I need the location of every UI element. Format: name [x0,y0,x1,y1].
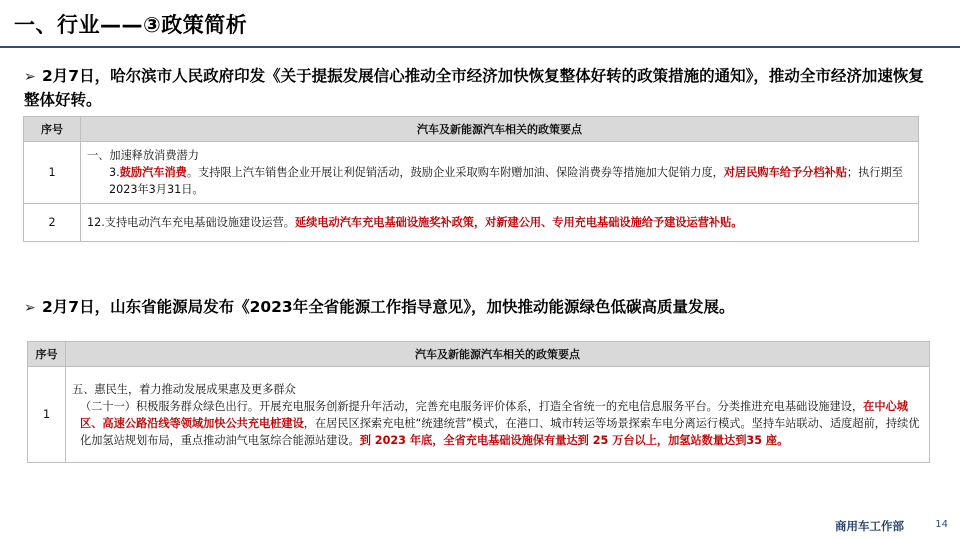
column-header-points: 汽车及新能源汽车相关的政策要点 [81,117,919,142]
title-divider [0,46,960,48]
page-number: 14 [935,519,948,530]
highlight-text: 鼓励汽车消费 [119,166,187,179]
table-row [24,142,919,204]
arrow-bullet-icon: ➢ [24,300,36,316]
row-content [81,204,919,242]
highlight-text: 在中心城区、高速公路沿线等领域加快公共充电桩建设 [80,399,908,430]
table-row [28,367,930,463]
policy-table-harbin [23,116,919,242]
section2-heading [24,296,929,320]
row-content [66,367,930,463]
body-text: ；执行期至2023年3月31日。 [109,166,903,196]
column-header-seq: 序号 [28,342,66,367]
page-title: 一、行业——③政策简析 [14,13,248,37]
table-header-row [24,117,919,142]
section1-heading-text: 2月7日，哈尔滨市人民政府印发《关于提振发展信心推动全市经济加快恢复整体好转的政策措施的通知》，推动全市经济加速恢复整体好转。 [24,67,924,109]
column-header-seq: 序号 [24,117,81,142]
highlight-text: 到 2023 年底，全省充电基础设施保有量达到 25 万台以上，加氢站数量达到35 座。 [359,433,789,447]
section2-heading-text: 2月7日，山东省能源局发布《2023年全省能源工作指导意见》，加快推动能源绿色低碳高质量发展。 [42,298,735,316]
arrow-bullet-icon: ➢ [24,69,36,85]
body-text: 。支持限上汽车销售企业开展让利促销活动，鼓励企业采取购车附赠加油、保险消费券等措施加大促销力度， [186,166,724,179]
row-seq: 2 [24,204,81,242]
row-seq: 1 [24,142,81,204]
body-text: （二十一）积极服务群众绿色出行。开展充电服务创新提升年活动，完善充电服务评价体系，打造全省统一的充电信息服务平台。分类推进充电基础设施建设， [80,399,864,413]
row-detail [87,164,912,198]
table-header-row [28,342,930,367]
highlight-text: 对居民购车给予分档补贴 [723,166,847,179]
row-subheading: 五、惠民生，着力推动发展成果惠及更多群众 [72,382,296,396]
body-text: ，在居民区探索充电桩“统建统营”模式，在港口、城市转运等场景探索车电分离运行模式。坚持车站联动、适度超前，持续优化加氢站规划布局，重点推动油气电氢综合能源站建设。 [80,416,920,447]
table-row [24,204,919,242]
row-detail [72,398,923,449]
item-number: 3. [109,166,120,179]
footer-brand: 商用车工作部 [835,519,904,533]
row-seq: 1 [28,367,66,463]
row-content [81,142,919,204]
body-text: 12.支持电动汽车充电基础设施建设运营。 [87,216,295,229]
policy-table-shandong [27,341,930,463]
section1-heading [24,65,929,112]
row-subheading: 一、加速释放消费潜力 [87,149,199,162]
column-header-points: 汽车及新能源汽车相关的政策要点 [66,342,930,367]
highlight-text: 延续电动汽车充电基础设施奖补政策，对新建公用、专用充电基础设施给予建设运营补贴。 [294,216,743,229]
